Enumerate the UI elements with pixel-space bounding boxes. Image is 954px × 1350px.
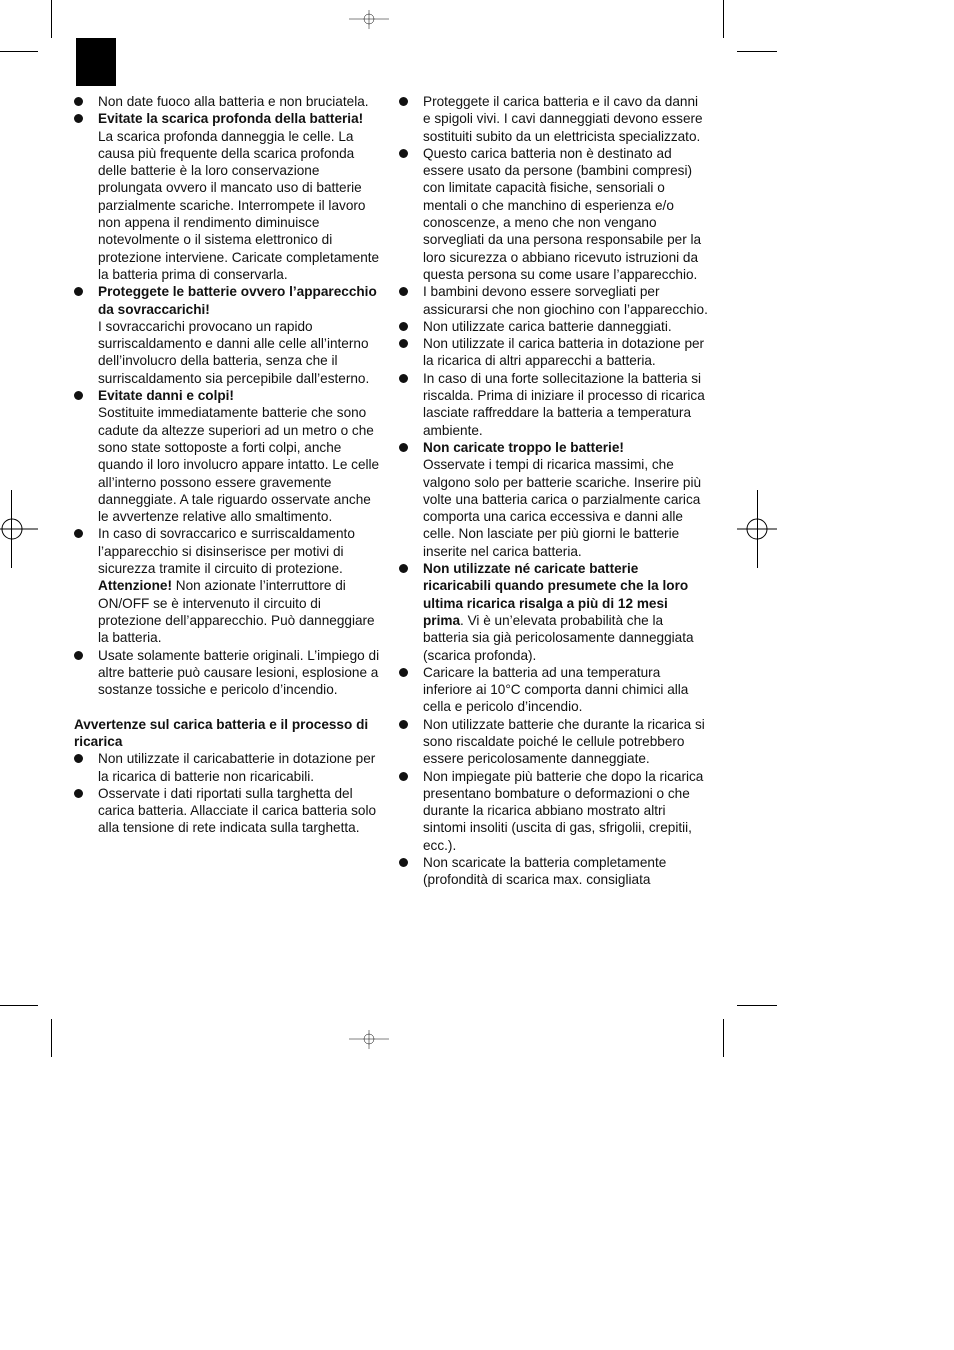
bold-text: Evitate la scarica profonda della batteria! — [98, 111, 364, 127]
language-tab — [76, 38, 116, 86]
body-text: Non utilizzate il carica batteria in dotazione per la ricarica di altri apparecchi a batteria. — [423, 336, 705, 369]
crop-mark-top-right-horizontal — [737, 51, 777, 52]
body-text: Non scaricate la batteria completamente (profondità di scarica max. consigliata — [423, 855, 667, 888]
section-heading: Avvertenze sul carica batteria e il processo di ricarica — [74, 716, 369, 749]
list-item — [74, 750, 384, 785]
list-item — [399, 439, 709, 560]
bullet-icon — [399, 668, 408, 677]
bold-text: Proteggete le batterie ovvero l’apparecchio da sovraccarichi! — [98, 284, 377, 317]
bullet-icon — [399, 287, 408, 296]
body-text: Non utilizzate il caricabatterie in dotazione per la ricarica di batterie non ricaricabili. — [98, 751, 376, 784]
body-text: Non utilizzate batterie che durante la ricarica si sono riscaldate poiché le cellule potrebbero essere pericolosamente danneggiate. — [423, 716, 705, 767]
body-text: Non utilizzate carica batterie danneggiati. — [423, 318, 672, 334]
bullet-icon — [399, 374, 408, 383]
crop-mark-top-right-vertical — [723, 0, 724, 38]
body-text: Non date fuoco alla batteria e non bruciatela. — [98, 94, 369, 109]
body-text: Questo carica batteria non è destinato ad essere usato da persone (bambini compresi) con limitate capacità fisiche, sensoriali o mentali o che manchino di esperienza e/o conoscenze, a meno che non vengano sorvegliati da una persona responsabile per la loro sicurezza o abbiano ricevuto istruzioni da questa persona su come usare l’apparecchio. — [423, 145, 702, 282]
bullet-icon — [399, 322, 408, 331]
bullet-icon — [399, 772, 408, 781]
list-item — [399, 560, 709, 664]
bullet-icon — [399, 564, 408, 573]
bold-text: Evitate danni e colpi! — [98, 388, 234, 404]
bullet-icon — [399, 443, 408, 452]
registration-mark-left — [0, 509, 40, 549]
list-item — [399, 335, 709, 370]
list-item — [74, 283, 384, 387]
body-text: Non impiegate più batterie che dopo la ricarica presentano bombature o deformazioni o che durante la ricarica abbiano mostrato altri sintomi insoliti (uscita di gas, sfrigolii, crepitii, ecc.). — [423, 768, 704, 853]
body-text: Usate solamente batterie originali. L’impiego di altre batterie può causare lesioni, esplosione a sostanze tossiche e pericolo d’incendio. — [98, 647, 380, 698]
registration-mark-bottom — [349, 1019, 389, 1059]
list-item — [74, 110, 384, 283]
bullet-icon — [74, 789, 83, 798]
crop-mark-bottom-right-horizontal — [737, 1005, 777, 1006]
body-text: La scarica profonda danneggia le celle. La causa più frequente della scarica profonda delle batterie è la loro conservazione prolungata ovvero il mancato uso di batterie parzialmente scariche. Interrompete il lavoro non appena il rendimento diminuisce notevolmente o il sistema elettronico di protezione interviene. Caricate completamente la batteria prima di conservarla. — [98, 128, 380, 282]
right-column — [399, 93, 709, 889]
body-text: Osservate i dati riportati sulla targhetta del carica batteria. Allacciate il carica batteria solo alla tensione di rete indicata sulla targhetta. — [98, 785, 377, 836]
safety-list-batteries — [74, 93, 384, 698]
bullet-icon — [74, 97, 83, 106]
bullet-icon — [74, 529, 83, 538]
body-text: In caso di sovraccarico e surriscaldamento l’apparecchio si disinserisce per motivi di sicurezza tramite il circuito di protezione. — [98, 526, 355, 577]
list-item — [399, 768, 709, 854]
bullet-icon — [399, 97, 408, 106]
list-item — [74, 93, 384, 110]
crop-mark-top-left-vertical — [51, 0, 52, 38]
list-item — [399, 318, 709, 335]
body-text: Osservate i tempi di ricarica massimi, che valgono solo per batterie scariche. Inserire più volte una batteria carica o parzialmente carica comporta una carica eccessiva e danni alle celle. Non lasciate per più giorni le batterie inserite nel carica batteria. — [423, 457, 702, 559]
list-item — [399, 370, 709, 439]
registration-mark-top — [349, 0, 389, 40]
list-item — [399, 283, 709, 318]
safety-list-charging — [399, 93, 709, 889]
bullet-icon — [74, 287, 83, 296]
list-item — [399, 854, 709, 889]
bullet-icon — [74, 114, 83, 123]
crop-mark-bottom-right-vertical — [723, 1019, 724, 1057]
bullet-icon — [399, 339, 408, 348]
list-item — [74, 785, 384, 837]
list-item — [399, 716, 709, 768]
bullet-icon — [74, 391, 83, 400]
bold-text: Non caricate troppo le batterie! — [423, 439, 624, 455]
list-item — [74, 647, 384, 699]
bullet-icon — [74, 754, 83, 763]
bold-text: Non utilizzate né caricate batterie ricaricabili quando presumete che la loro ultima ricarica risalga a più di 12 mesi prima — [423, 561, 689, 628]
list-item — [399, 145, 709, 283]
bold-text: Attenzione! — [98, 578, 173, 594]
safety-list-charger — [74, 750, 384, 836]
body-text: Non azionate l’interruttore di ON/OFF se è intervenuto il circuito di protezione dell’apparecchio. Può danneggiare la batteria. — [98, 578, 375, 646]
crop-mark-bottom-left-horizontal — [0, 1005, 38, 1006]
bullet-icon — [399, 149, 408, 158]
bullet-icon — [399, 720, 408, 729]
left-column — [74, 93, 384, 837]
body-text: I sovraccarichi provocano un rapido surriscaldamento e danni alle celle all’interno dell’involucro della batteria, senza che il surriscaldamento sia percepibile dall’esterno. — [98, 318, 370, 386]
list-item — [74, 387, 384, 525]
body-text: In caso di una forte sollecitazione la batteria si riscalda. Prima di iniziare il processo di ricarica lasciate raffreddare la batteria a temperatura ambiente. — [423, 370, 705, 438]
body-text: . Vi è un’elevata probabilità che la batteria sia già pericolosamente danneggiata (scarica profonda). — [423, 612, 694, 663]
list-item — [399, 664, 709, 716]
body-text: Caricare la batteria ad una temperatura inferiore ai 10°C comporta danni chimici alla cella e pericolo d’incendio. — [423, 664, 689, 715]
list-item — [399, 93, 709, 145]
body-text: Proteggete il carica batteria e il cavo da danni e spigoli vivi. I cavi danneggiati devono essere sostituiti subito da un elettricista specializzato. — [423, 94, 703, 144]
body-text: I bambini devono essere sorvegliati per assicurarsi che non giochino con l’apparecchio. — [423, 284, 708, 317]
body-text: Sostituite immediatamente batterie che sono cadute da altezze superiori ad un metro o che sono state sottoposte a forti colpi, anche quando il loro involucro appare intatto. Le celle all’interno possono essere gravemente danneggiate. A tale riguardo osservate anche le avvertenze relative allo smaltimento. — [98, 405, 380, 525]
list-item — [74, 525, 384, 646]
bullet-icon — [399, 858, 408, 867]
crop-mark-bottom-left-vertical — [51, 1019, 52, 1057]
crop-mark-top-left-horizontal — [0, 51, 38, 52]
bullet-icon — [74, 651, 83, 660]
registration-mark-right — [737, 509, 777, 549]
